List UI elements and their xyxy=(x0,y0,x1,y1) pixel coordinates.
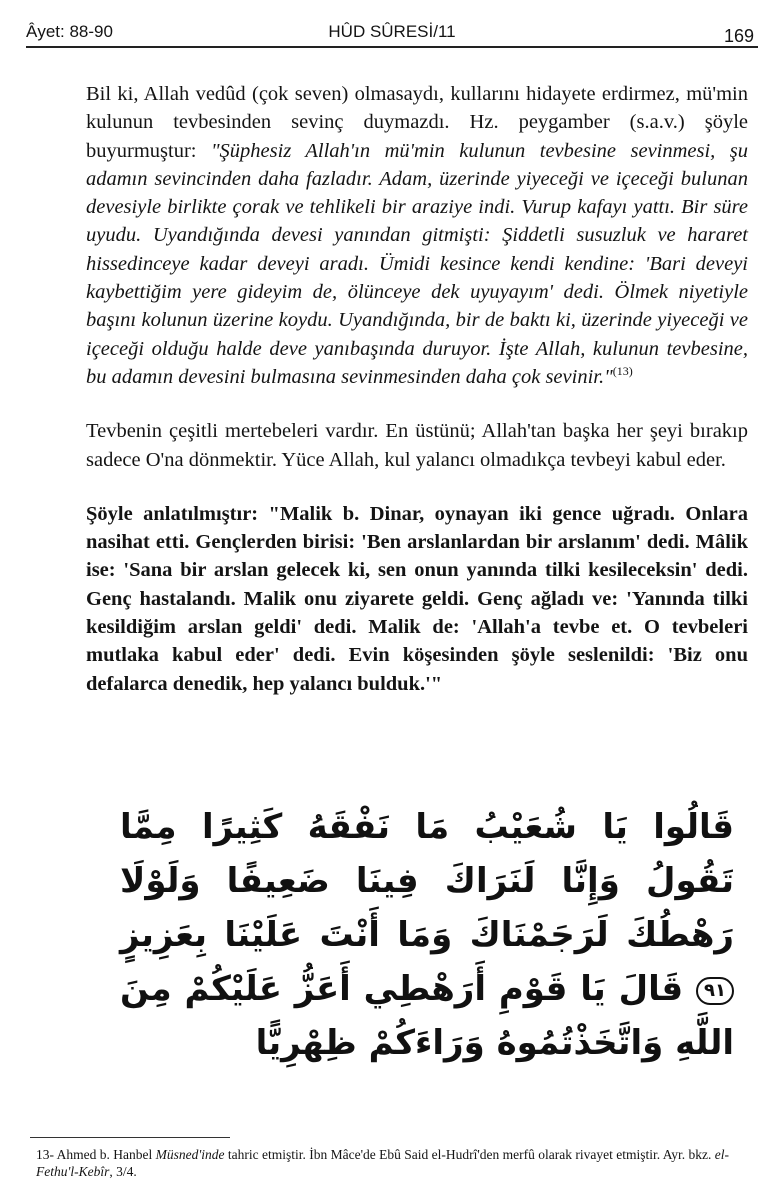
arabic-verse-part2: قَالَ يَا قَوْمِ أَرَهْطِي أَعَزُّ عَلَيْكُمْ مِنَ اللَّهِ وَاتَّخَذْتُمُوهُ وَرَاءَكُمْ ظِهْرِيًّا xyxy=(120,969,734,1063)
footnote xyxy=(36,1146,754,1180)
paragraph-tevbe: Tevbenin çeşitli mertebeleri vardır. En üstünü; Allah'tan başka her şeyi bırakıp sadece O'na dönmektir. Yüce Allah, kul yalancı olmadıkça tevbeyi kabul eder. xyxy=(86,420,748,471)
hadith-quote: "Şüphesiz Allah'ın mü'min kulunun tevbesine sevinmesi, şu adamın sevincinden daha fazladır. Adam, üzerinde yiyeceği ve içeceği bulunan devesiyle birlikte çorak ve tehlikeli bir araziye indi. Vurup kafayı yattı. Bir süre uyudu. Uyandığında devesi yanından gitmişti: Şiddetli susuzluk ve hararet hissedinceye kadar deveyi aradı. Ümidi kesince kendi kendine: 'Bari deveyi kaybettiğim yere gideyim de, ölünceye dek uyuyayım' dedi. Ölmek niyetiyle başını kolunun üzerine koydu. Uyandığında, bir de baktı ki, üzerinde yiyeceği ve içeceği olduğu halde deve yanıbaşında duruyor. İşte Allah, kulunun tevbesine, bu adamın devesini bulmasına sevinmesinden daha çok sevinir." xyxy=(86,139,749,388)
footnote-lead: 13- Ahmed b. Hanbel xyxy=(36,1147,156,1162)
footnote-source-2: el-Fethu'l-Kebîr xyxy=(36,1147,729,1179)
chapter-title: HÛD SÛRESİ/11 xyxy=(328,22,456,41)
page-number: 169 xyxy=(723,26,754,46)
verse-range: Âyet: 88-90 xyxy=(26,22,113,41)
paragraph-malik: Şöyle anlatılmıştır: "Malik b. Dinar, oynayan iki gence uğradı. Onlara nasihat etti. Gençlerden birisi: 'Ben arslanlardan bir arslanım' dedi. Mâlik ise: 'Sana bir arslan gelecek ki, sen onun yanında tilki kesileceksin' dedi. Genç hastalandı. Malik onu ziyarete geldi. Genç ağladı ve: 'Yanında tilki kesildiğim arslan geldi' dedi. Malik de: 'Allah'a tevbe et. O tevbeleri mutlaka kabul eder' dedi. Evin köşesinden şöyle seslenildi: 'Biz onu defalarca denedik, hep yalancı bulduk.'" xyxy=(86,502,748,695)
footnote-source-1: Müsned'inde xyxy=(155,1147,225,1162)
paragraph-hadith xyxy=(86,80,748,391)
arabic-verse-part1: قَالُوا يَا شُعَيْبُ مَا نَفْقَهُ كَثِيرًا مِمَّا تَقُولُ وَإِنَّا لَنَرَاكَ فِينَا ضَعِيفًا وَلَوْلَا رَهْطُكَ لَرَجَمْنَاكَ وَمَا أَنْتَ عَلَيْنَا بِعَزِيزٍ xyxy=(120,807,734,955)
footnote-reference: (13) xyxy=(612,364,633,379)
footnote-divider xyxy=(30,1137,230,1138)
ayah-number-badge: ٩١ xyxy=(696,977,734,1005)
footnote-tail: , 3/4. xyxy=(109,1164,137,1179)
main-text xyxy=(86,80,748,698)
footnote-middle: tahric etmiştir. İbn Mâce'de Ebû Said el-Hudrî'den merfû olarak rivayet etmiştir. Ayr. bkz. xyxy=(224,1147,715,1162)
paragraph-lead: Bil ki, Allah vedûd (çok seven) olmasaydı, kullarını hidayete erdirmez, mü'min kulunun tevbesinden sevinç duymazdı. Hz. peygamber (s.a.v.) şöyle buyurmuştur: xyxy=(86,83,748,162)
running-header xyxy=(26,16,758,48)
arabic-verse xyxy=(120,800,734,1063)
